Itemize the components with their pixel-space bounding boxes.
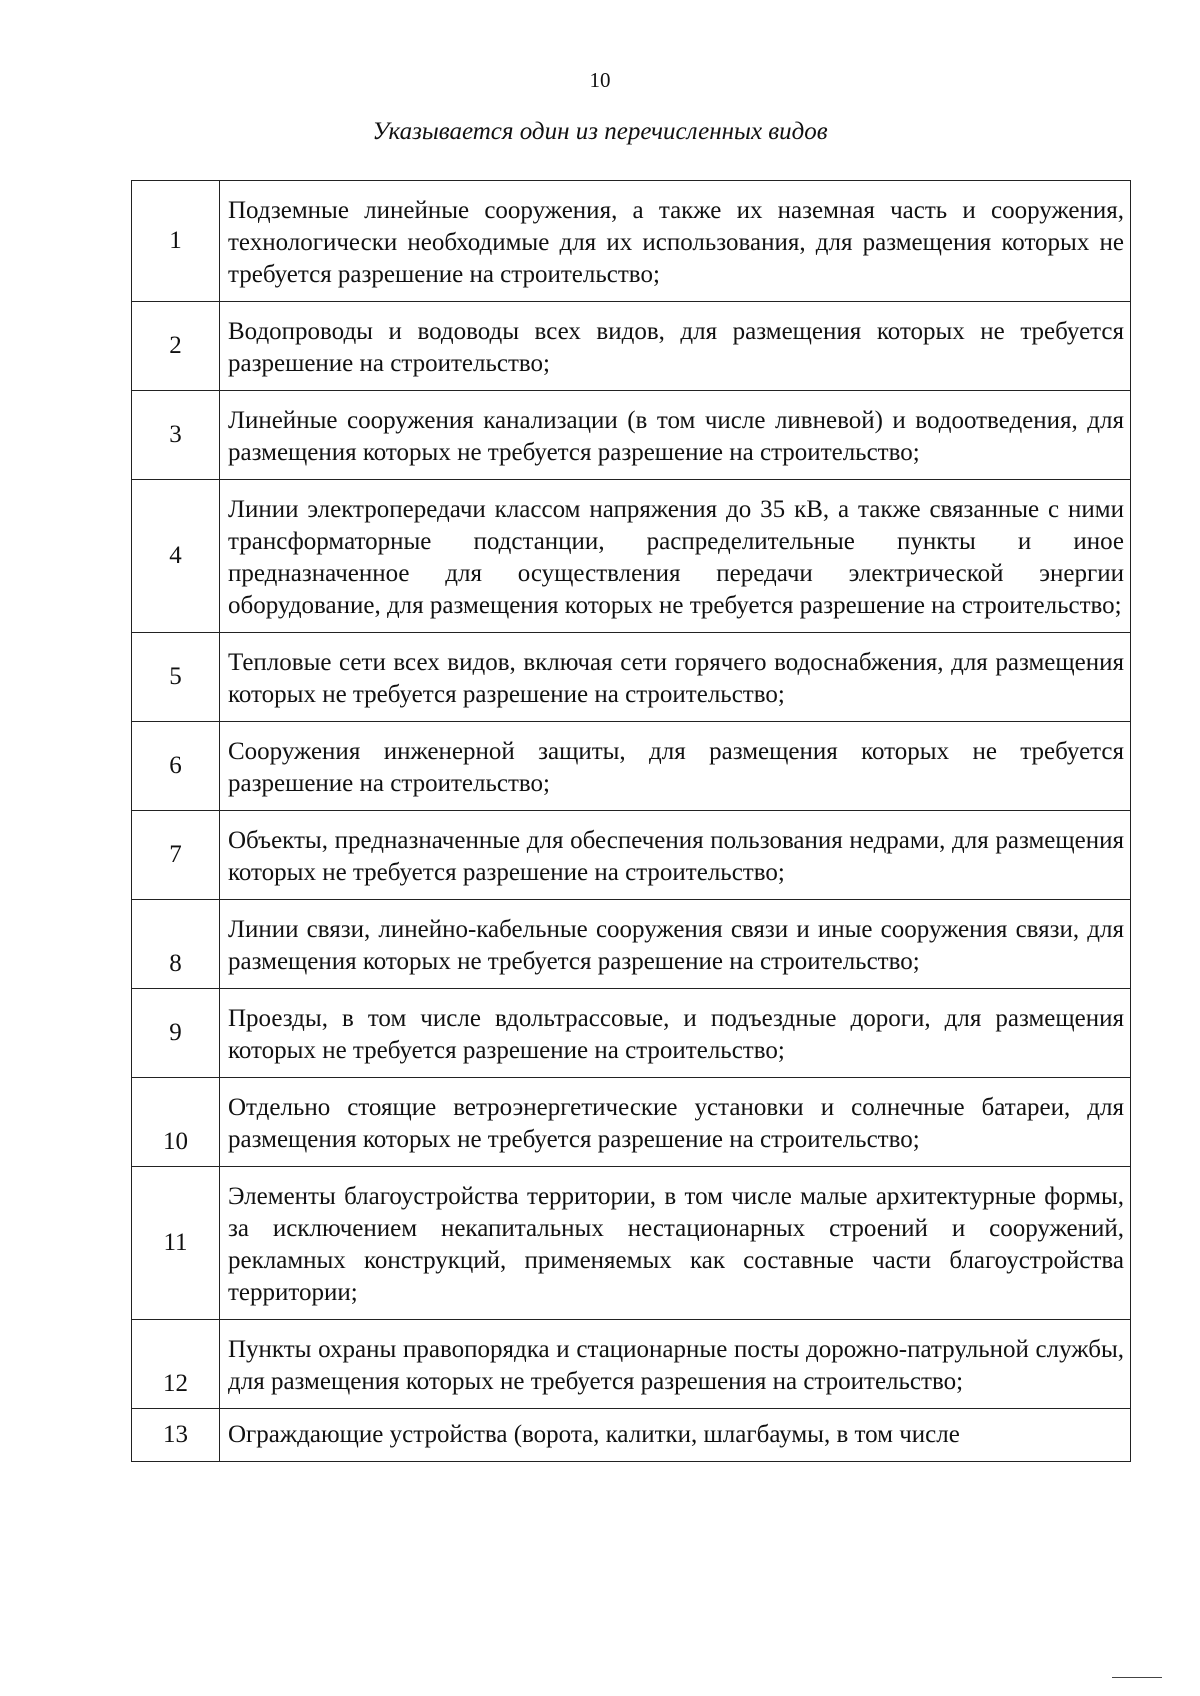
row-text: Сооружения инженерной защиты, для размещения которых не требуется разрешение на строительство;	[220, 722, 1131, 811]
table-row	[132, 480, 1131, 633]
scan-edge-mark	[1112, 1677, 1162, 1678]
row-text: Тепловые сети всех видов, включая сети горячего водоснабжения, для размещения которых не требуется разрешение на строительство;	[220, 633, 1131, 722]
row-number: 7	[132, 811, 220, 900]
table-row	[132, 391, 1131, 480]
table-row	[132, 989, 1131, 1078]
row-number: 9	[132, 989, 220, 1078]
table-row	[132, 302, 1131, 391]
table-row	[132, 1078, 1131, 1167]
page-subtitle: Указывается один из перечисленных видов	[372, 118, 828, 145]
row-number: 8	[132, 900, 220, 989]
row-number: 10	[132, 1078, 220, 1167]
row-text: Ограждающие устройства (ворота, калитки, шлагбаумы, в том числе	[220, 1409, 1131, 1462]
table-row	[132, 811, 1131, 900]
table-row	[132, 1409, 1131, 1462]
row-number: 2	[132, 302, 220, 391]
table-row	[132, 722, 1131, 811]
row-number: 3	[132, 391, 220, 480]
row-number: 12	[132, 1320, 220, 1409]
row-text: Линейные сооружения канализации (в том числе ливневой) и водоотведения, для размещения которых не требуется разрешение на строительство;	[220, 391, 1131, 480]
table-row	[132, 181, 1131, 302]
row-number: 6	[132, 722, 220, 811]
table-row	[132, 633, 1131, 722]
row-number: 1	[132, 181, 220, 302]
row-number: 5	[132, 633, 220, 722]
row-text: Отдельно стоящие ветроэнергетические установки и солнечные батареи, для размещения которых не требуется разрешение на строительство;	[220, 1078, 1131, 1167]
row-text: Линии электропередачи классом напряжения до 35 кВ, а также связанные с ними трансформаторные подстанции, распределительные пункты и иное предназначенное для осуществления передачи электрической энергии оборудование, для размещения которых не требуется разрешение на строительство;	[220, 480, 1131, 633]
row-number: 11	[132, 1167, 220, 1320]
table-row	[132, 1167, 1131, 1320]
table-row	[132, 900, 1131, 989]
row-text: Подземные линейные сооружения, а также их наземная часть и сооружения, технологически необходимые для их использования, для размещения которых не требуется разрешение на строительство;	[220, 181, 1131, 302]
row-text: Пункты охраны правопорядка и стационарные посты дорожно-патрульной службы, для размещения которых не требуется разрешения на строительство;	[220, 1320, 1131, 1409]
object-types-table	[131, 180, 1131, 1462]
row-text: Элементы благоустройства территории, в том числе малые архитектурные формы, за исключением некапитальных нестационарных строений и сооружений, рекламных конструкций, применяемых как составные части благоустройства территории;	[220, 1167, 1131, 1320]
row-text: Линии связи, линейно-кабельные сооружения связи и иные сооружения связи, для размещения которых не требуется разрешение на строительство;	[220, 900, 1131, 989]
row-number: 4	[132, 480, 220, 633]
table-row	[132, 1320, 1131, 1409]
page-number: 10	[589, 68, 611, 92]
row-text: Проезды, в том числе вдольтрассовые, и подъездные дороги, для размещения которых не требуется разрешение на строительство;	[220, 989, 1131, 1078]
row-number: 13	[132, 1409, 220, 1462]
row-text: Объекты, предназначенные для обеспечения пользования недрами, для размещения которых не требуется разрешение на строительство;	[220, 811, 1131, 900]
row-text: Водопроводы и водоводы всех видов, для размещения которых не требуется разрешение на строительство;	[220, 302, 1131, 391]
